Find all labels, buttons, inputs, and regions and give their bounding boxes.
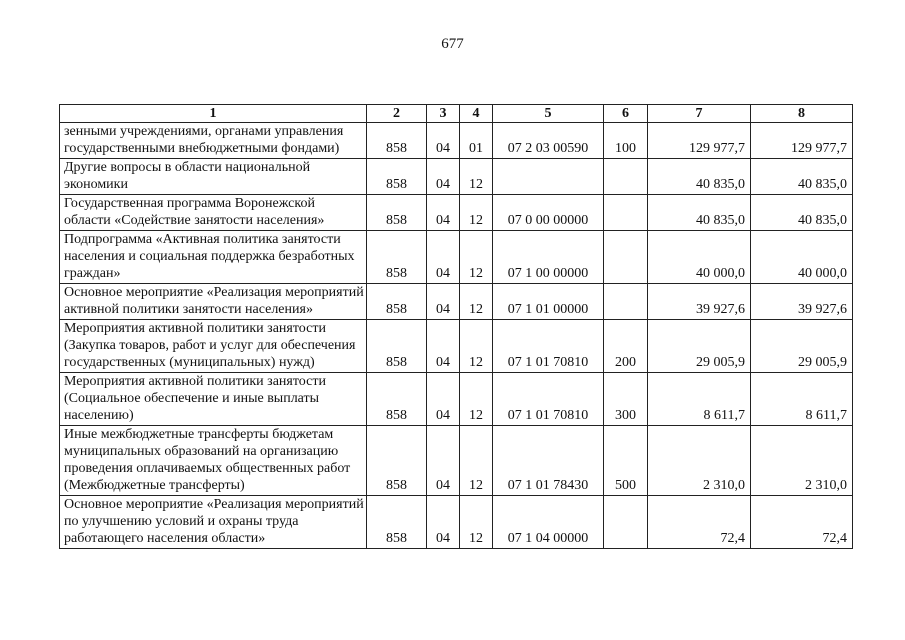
amount-cell: 2 310,0 xyxy=(751,426,853,496)
column-header: 3 xyxy=(427,105,460,123)
section-code-cell: 04 xyxy=(427,320,460,373)
table-row xyxy=(60,231,853,284)
target-article-cell xyxy=(493,159,604,195)
subsection-code-cell: 12 xyxy=(460,195,493,231)
row-name-cell: Иные межбюджетные трансферты бюджетам муниципальных образований на организацию проведения оплачиваемых общественных работ (Межбюджетные трансферты) xyxy=(60,426,367,496)
row-name-cell: Государственная программа Воронежской области «Содействие занятости населения» xyxy=(60,195,367,231)
amount-cell: 39 927,6 xyxy=(648,284,751,320)
ministry-code-cell: 858 xyxy=(367,373,427,426)
amount-cell: 29 005,9 xyxy=(648,320,751,373)
ministry-code-cell: 858 xyxy=(367,496,427,549)
table-body xyxy=(60,123,853,549)
subsection-code-cell: 12 xyxy=(460,373,493,426)
column-header: 8 xyxy=(751,105,853,123)
subsection-code-cell: 01 xyxy=(460,123,493,159)
table-row xyxy=(60,123,853,159)
section-code-cell: 04 xyxy=(427,231,460,284)
target-article-cell: 07 1 01 70810 xyxy=(493,320,604,373)
column-header: 4 xyxy=(460,105,493,123)
subsection-code-cell: 12 xyxy=(460,284,493,320)
column-header: 6 xyxy=(604,105,648,123)
target-article-cell: 07 0 00 00000 xyxy=(493,195,604,231)
target-article-cell: 07 1 01 70810 xyxy=(493,373,604,426)
ministry-code-cell: 858 xyxy=(367,284,427,320)
section-code-cell: 04 xyxy=(427,159,460,195)
section-code-cell: 04 xyxy=(427,426,460,496)
column-header: 2 xyxy=(367,105,427,123)
table-row xyxy=(60,426,853,496)
expense-type-cell xyxy=(604,159,648,195)
section-code-cell: 04 xyxy=(427,496,460,549)
amount-cell: 129 977,7 xyxy=(751,123,853,159)
expense-type-cell xyxy=(604,496,648,549)
table-row xyxy=(60,159,853,195)
target-article-cell: 07 1 00 00000 xyxy=(493,231,604,284)
ministry-code-cell: 858 xyxy=(367,320,427,373)
amount-cell: 40 835,0 xyxy=(648,195,751,231)
amount-cell: 8 611,7 xyxy=(648,373,751,426)
row-name-cell: Основное мероприятие «Реализация мероприятий активной политики занятости населения» xyxy=(60,284,367,320)
expense-type-cell xyxy=(604,195,648,231)
table-row xyxy=(60,373,853,426)
column-header: 7 xyxy=(648,105,751,123)
row-name-cell: Другие вопросы в области национальной экономики xyxy=(60,159,367,195)
subsection-code-cell: 12 xyxy=(460,426,493,496)
expense-type-cell: 100 xyxy=(604,123,648,159)
amount-cell: 8 611,7 xyxy=(751,373,853,426)
ministry-code-cell: 858 xyxy=(367,195,427,231)
amount-cell: 40 835,0 xyxy=(751,159,853,195)
expense-type-cell xyxy=(604,284,648,320)
amount-cell: 29 005,9 xyxy=(751,320,853,373)
amount-cell: 72,4 xyxy=(751,496,853,549)
amount-cell: 40 000,0 xyxy=(648,231,751,284)
table-header-row xyxy=(60,105,853,123)
amount-cell: 129 977,7 xyxy=(648,123,751,159)
ministry-code-cell: 858 xyxy=(367,426,427,496)
amount-cell: 40 835,0 xyxy=(751,195,853,231)
row-name-cell: Мероприятия активной политики занятости (Закупка товаров, работ и услуг для обеспечения государственных (муниципальных) нужд) xyxy=(60,320,367,373)
amount-cell: 40 835,0 xyxy=(648,159,751,195)
amount-cell: 39 927,6 xyxy=(751,284,853,320)
budget-table xyxy=(59,104,853,549)
section-code-cell: 04 xyxy=(427,373,460,426)
subsection-code-cell: 12 xyxy=(460,320,493,373)
target-article-cell: 07 1 01 00000 xyxy=(493,284,604,320)
row-name-cell: зенными учреждениями, органами управления государственными внебюджетными фондами) xyxy=(60,123,367,159)
section-code-cell: 04 xyxy=(427,284,460,320)
target-article-cell: 07 1 04 00000 xyxy=(493,496,604,549)
target-article-cell: 07 1 01 78430 xyxy=(493,426,604,496)
ministry-code-cell: 858 xyxy=(367,231,427,284)
row-name-cell: Мероприятия активной политики занятости (Социальное обеспечение и иные выплаты населению) xyxy=(60,373,367,426)
page-number: 677 xyxy=(441,36,464,52)
ministry-code-cell: 858 xyxy=(367,159,427,195)
amount-cell: 40 000,0 xyxy=(751,231,853,284)
table-row xyxy=(60,496,853,549)
section-code-cell: 04 xyxy=(427,195,460,231)
subsection-code-cell: 12 xyxy=(460,159,493,195)
subsection-code-cell: 12 xyxy=(460,231,493,284)
column-header: 5 xyxy=(493,105,604,123)
table-row xyxy=(60,195,853,231)
expense-type-cell: 200 xyxy=(604,320,648,373)
expense-type-cell: 500 xyxy=(604,426,648,496)
target-article-cell: 07 2 03 00590 xyxy=(493,123,604,159)
row-name-cell: Основное мероприятие «Реализация мероприятий по улучшению условий и охраны труда работающего населения области» xyxy=(60,496,367,549)
row-name-cell: Подпрограмма «Активная политика занятости населения и социальная поддержка безработных граждан» xyxy=(60,231,367,284)
expense-type-cell xyxy=(604,231,648,284)
ministry-code-cell: 858 xyxy=(367,123,427,159)
table-row xyxy=(60,320,853,373)
column-header: 1 xyxy=(60,105,367,123)
section-code-cell: 04 xyxy=(427,123,460,159)
expense-type-cell: 300 xyxy=(604,373,648,426)
amount-cell: 2 310,0 xyxy=(648,426,751,496)
subsection-code-cell: 12 xyxy=(460,496,493,549)
table-row xyxy=(60,284,853,320)
amount-cell: 72,4 xyxy=(648,496,751,549)
